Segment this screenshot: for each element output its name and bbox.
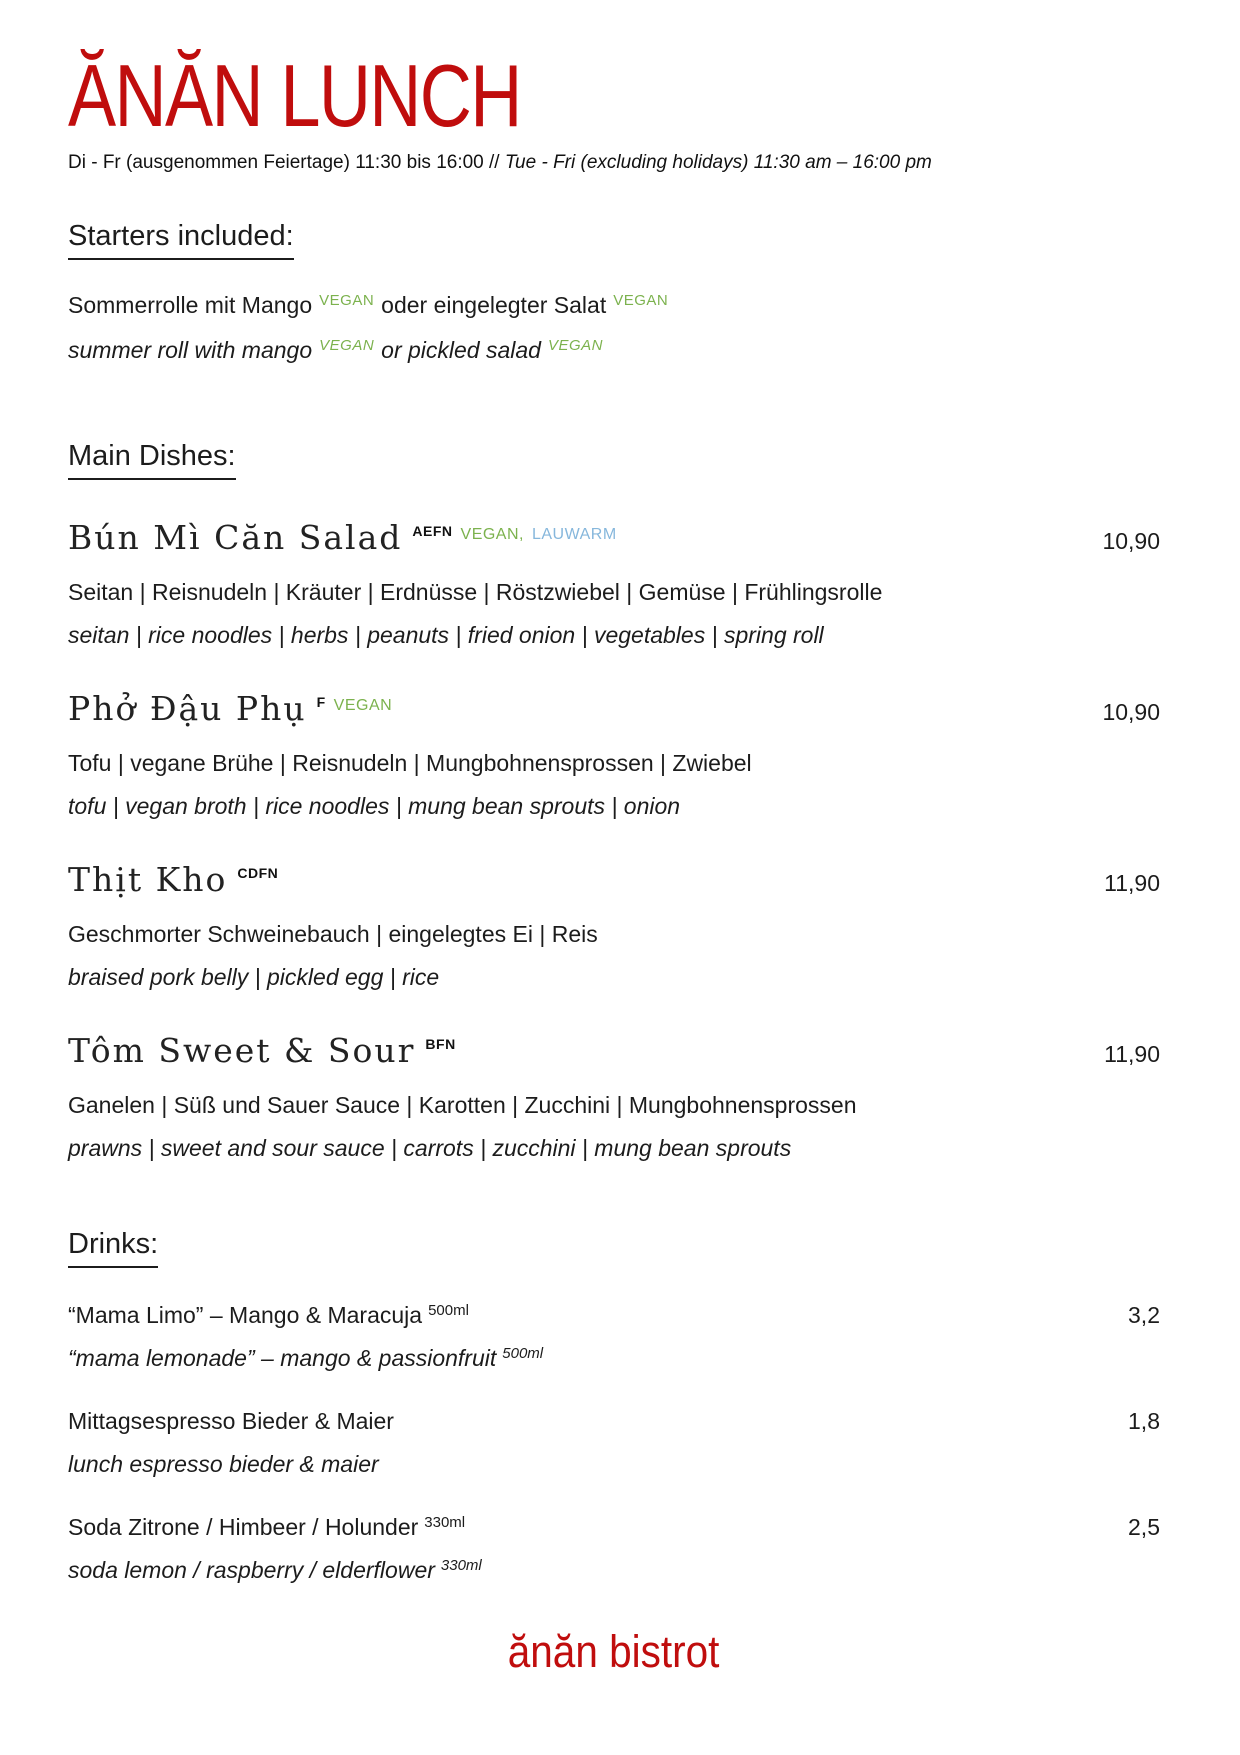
dish-tom-sweet-and-sour [68,1031,1160,1164]
dish-header [68,1031,1160,1070]
opening-hours [68,152,1160,174]
dish-name: Tôm Sweet & Sour [68,1031,416,1070]
drink-name-de: “Mama Limo” – Mango & Maracuja $^{500ml}$ [68,1302,469,1328]
dish-description-en: braised pork belly | pickled egg | rice [68,964,440,990]
dish-description-en: seitan | rice noodles | herbs | peanuts | fried onion | vegetables | spring roll [68,622,824,648]
vegan-tag: VEGAN [319,292,375,309]
drink-soda [68,1512,1160,1586]
dish-name-wrap [68,518,617,557]
volume-label: 330ml [440,1557,482,1574]
drink-name-en: “mama lemonade” – mango & passionfruit $^{500ml}$ [68,1345,544,1371]
allergen-codes: AEFN [412,523,453,539]
allergen-codes: BFN [425,1036,456,1052]
dish-header [68,860,1160,899]
section-starters-heading: Starters included: [68,220,1160,260]
dish-description-en: tofu | vegan broth | rice noodles | mung bean sprouts | onion [68,793,681,819]
dish-name-wrap [68,689,392,728]
dish-description-de: Tofu | vegane Brühe | Reisnudeln | Mungbohnensprossen | Zwiebel [68,750,752,776]
drink-mama-limo [68,1300,1160,1374]
drink-name-en: lunch espresso bieder & maier [68,1451,379,1477]
dish-price: 11,90 [1104,870,1160,896]
vegan-tag: VEGAN [547,337,603,354]
volume-label: 500ml [428,1302,469,1319]
drink-price: 2,5 [1128,1514,1160,1540]
drink-header [68,1406,1160,1437]
drink-mittagsespresso [68,1406,1160,1480]
dish-description-en: prawns | sweet and sour sauce | carrots | zucchini | mung bean sprouts [68,1135,792,1161]
footer [68,1626,1160,1678]
drink-name-de: Mittagsespresso Bieder & Maier [68,1408,394,1434]
dish-price: 10,90 [1102,699,1160,725]
dish-name-wrap [68,860,278,899]
drink-header [68,1300,1160,1331]
volume-label: 500ml [502,1345,544,1362]
dish-thit-kho [68,860,1160,993]
drink-name-en: soda lemon / raspberry / elderflower $^{330ml}$ [68,1557,482,1583]
dish-name: Phở Đậu Phụ [68,689,307,728]
dish-pho-dau-phu [68,689,1160,822]
dish-name: Bún Mì Căn Salad [68,518,403,557]
lauwarm-tag: LAUWARM [531,526,617,543]
dish-name: Thịt Kho [68,860,228,899]
drink-header [68,1512,1160,1543]
vegan-tag: VEGAN [613,292,669,309]
drink-price: 1,8 [1128,1408,1160,1434]
dish-bun-mi-can-salad [68,518,1160,651]
dish-name-wrap [68,1031,456,1070]
opening-hours-en: Tue - Fri (excluding holidays) 11:30 am – 16:00 pm [504,152,932,173]
dish-header [68,518,1160,557]
volume-label: 330ml [424,1514,466,1531]
dish-price: 11,90 [1104,1041,1160,1067]
drink-name-de: Soda Zitrone / Himbeer / Holunder $^{330ml}$ [68,1514,466,1540]
brand-logo-text: ănăn bistrot [508,1626,720,1677]
dish-header [68,689,1160,728]
vegan-tag: VEGAN [319,337,375,354]
section-drinks-heading: Drinks: [68,1228,1160,1268]
vegan-tag: VEGAN, [460,526,524,543]
section-main-dishes-heading: Main Dishes: [68,440,1160,480]
starter-line-de: Sommerrolle mit Mango $^{VEGAN}$ oder eingelegter Salat $^{VEGAN}$ [68,292,669,318]
dish-description-de: Seitan | Reisnudeln | Kräuter | Erdnüsse | Röstzwiebel | Gemüse | Frühlingsrolle [68,579,883,605]
page-title: ĂNĂN LUNCH [68,46,521,145]
vegan-tag: VEGAN [333,697,393,714]
dish-description-de: Geschmorter Schweinebauch | eingelegtes Ei | Reis [68,921,598,947]
dish-description-de: Ganelen | Süß und Sauer Sauce | Karotten | Zucchini | Mungbohnensprossen [68,1092,857,1118]
allergen-codes: CDFN [237,865,279,881]
opening-hours-de: Di - Fr (ausgenommen Feiertage) 11:30 bis 16:00 // [68,152,505,173]
dish-price: 10,90 [1102,528,1160,554]
drink-price: 3,2 [1128,1302,1160,1328]
allergen-codes: F [316,694,326,710]
starter-line-en: summer roll with mango $^{VEGAN}$ or pickled salad $^{VEGAN}$ [68,337,603,363]
